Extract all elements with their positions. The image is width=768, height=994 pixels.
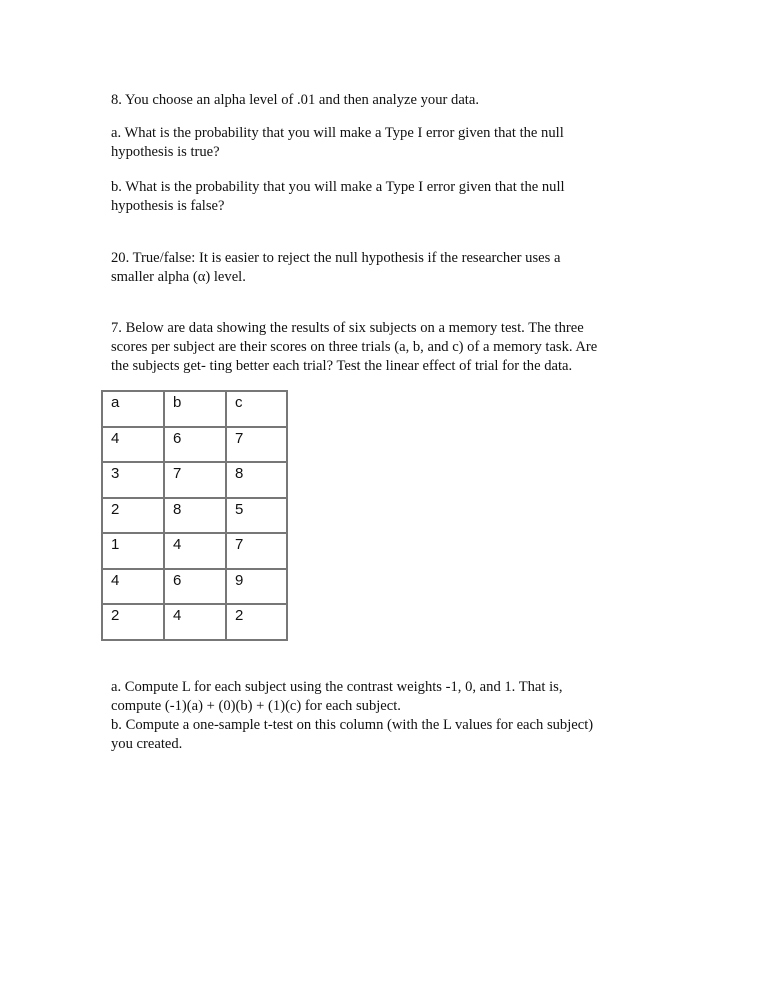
text-line: smaller alpha (α) level. <box>111 269 246 285</box>
text-line: 7. Below are data showing the results of six subjects on a memory test. The three <box>111 320 584 336</box>
table-cell: 7 <box>164 462 226 498</box>
data-table <box>101 390 288 641</box>
table-cell: 4 <box>102 427 164 463</box>
table-header-row <box>102 391 287 427</box>
text-line: scores per subject are their scores on three trials (a, b, and c) of a memory task. Are <box>111 339 598 355</box>
q8-part-b <box>111 178 711 216</box>
table-cell: 2 <box>226 604 287 640</box>
table-row <box>102 533 287 569</box>
table-cell: 6 <box>164 569 226 605</box>
text-line: hypothesis is true? <box>111 144 220 160</box>
table-cell: 8 <box>226 462 287 498</box>
table-cell: 4 <box>164 604 226 640</box>
table-cell: 7 <box>226 427 287 463</box>
q20 <box>111 249 711 287</box>
table-cell: 4 <box>164 533 226 569</box>
table-cell: 4 <box>102 569 164 605</box>
text-line: you created. <box>111 736 183 752</box>
q8-part-a <box>111 124 711 162</box>
table-row <box>102 427 287 463</box>
text-line: 8. You choose an alpha level of .01 and then analyze your data. <box>111 92 479 108</box>
text-line: compute (-1)(a) + (0)(b) + (1)(c) for each subject. <box>111 698 401 714</box>
table-cell: 6 <box>164 427 226 463</box>
table-cell: 1 <box>102 533 164 569</box>
table-cell: 9 <box>226 569 287 605</box>
table-cell: 2 <box>102 498 164 534</box>
table-cell: 3 <box>102 462 164 498</box>
table-cell: 5 <box>226 498 287 534</box>
text-line: b. What is the probability that you will make a Type I error given that the null <box>111 179 565 195</box>
text-line: a. Compute L for each subject using the contrast weights -1, 0, and 1. That is, <box>111 679 563 695</box>
q7-parts <box>111 678 711 754</box>
table-row <box>102 569 287 605</box>
q7-stem <box>111 319 711 376</box>
text-line: 20. True/false: It is easier to reject the null hypothesis if the researcher uses a <box>111 250 561 266</box>
text-line: b. Compute a one-sample t-test on this column (with the L values for each subject) <box>111 717 594 733</box>
text-line: hypothesis is false? <box>111 198 225 214</box>
header-cell: c <box>226 391 287 427</box>
table-cell: 2 <box>102 604 164 640</box>
header-cell: b <box>164 391 226 427</box>
table-cell: 8 <box>164 498 226 534</box>
table-row <box>102 462 287 498</box>
table-row <box>102 498 287 534</box>
text-line: the subjects get- ting better each trial? Test the linear effect of trial for the data. <box>111 358 573 374</box>
header-cell: a <box>102 391 164 427</box>
table-row <box>102 604 287 640</box>
q8-stem <box>111 91 711 110</box>
table-cell: 7 <box>226 533 287 569</box>
text-line: a. What is the probability that you will make a Type I error given that the null <box>111 125 564 141</box>
